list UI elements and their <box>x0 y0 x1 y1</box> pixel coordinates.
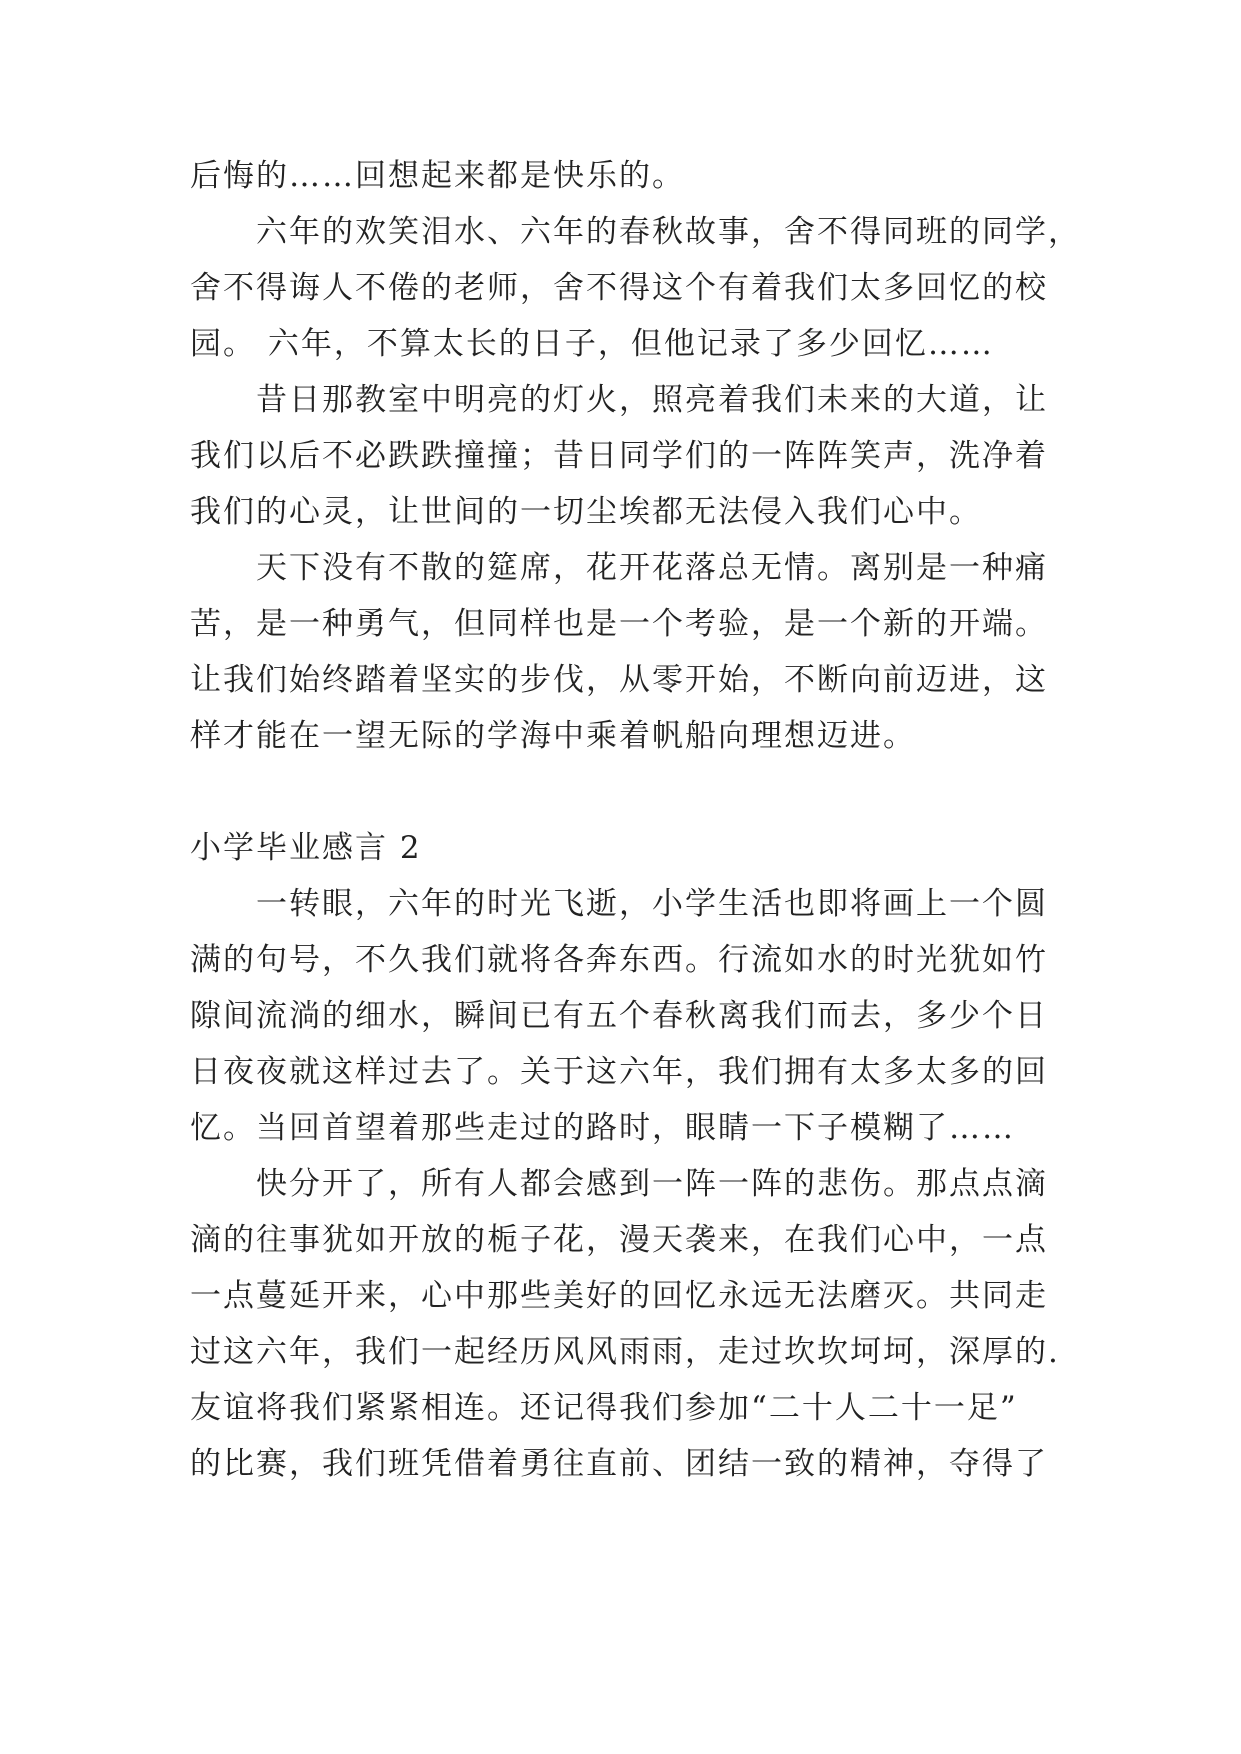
text-line: 满的句号，不久我们就将各奔东西。行流如水的时光犹如竹 <box>190 942 1048 978</box>
text-line: 昔日那教室中明亮的灯火，照亮着我们未来的大道，让 <box>256 382 1048 418</box>
text-line: 的比赛，我们班凭借着勇往直前、团结一致的精神，夺得了 <box>190 1446 1048 1482</box>
text-line: 后悔的……回想起来都是快乐的。 <box>190 158 685 194</box>
text-line: 快分开了，所有人都会感到一阵一阵的悲伤。那点点滴 <box>256 1166 1048 1202</box>
text-line: 天下没有不散的筵席，花开花落总无情。离别是一种痛 <box>256 550 1048 586</box>
text-line: 园。 六年，不算太长的日子，但他记录了多少回忆…… <box>190 326 994 362</box>
text-line: 忆。当回首望着那些走过的路时，眼睛一下子模糊了…… <box>190 1110 1015 1146</box>
text-line: 一点蔓延开来，心中那些美好的回忆永远无法磨灭。共同走 <box>190 1278 1048 1314</box>
text-line: 舍不得诲人不倦的老师，舍不得这个有着我们太多回忆的校 <box>190 270 1048 306</box>
text-line: 滴的往事犹如开放的栀子花，漫天袭来，在我们心中，一点 <box>190 1222 1048 1258</box>
text-line: 过这六年，我们一起经历风风雨雨，走过坎坎坷坷，深厚的. <box>190 1334 1060 1370</box>
text-line: 六年的欢笑泪水、六年的春秋故事，舍不得同班的同学， <box>256 214 1081 250</box>
text-line: 日夜夜就这样过去了。关于这六年，我们拥有太多太多的回 <box>190 1054 1048 1090</box>
text-line: 样才能在一望无际的学海中乘着帆船向理想迈进。 <box>190 718 916 754</box>
text-line: 我们的心灵，让世间的一切尘埃都无法侵入我们心中。 <box>190 494 982 530</box>
text-line: 让我们始终踏着坚实的步伐，从零开始，不断向前迈进，这 <box>190 662 1048 698</box>
document-body <box>190 148 1081 1492</box>
text-line: 苦，是一种勇气，但同样也是一个考验，是一个新的开端。 <box>190 606 1048 642</box>
text-line: 我们以后不必跌跌撞撞；昔日同学们的一阵阵笑声，洗净着 <box>190 438 1048 474</box>
text-line: 隙间流淌的细水，瞬间已有五个春秋离我们而去，多少个日 <box>190 998 1048 1034</box>
section-heading: 小学毕业感言 2 <box>190 830 422 866</box>
text-line: 一转眼，六年的时光飞逝，小学生活也即将画上一个圆 <box>256 886 1048 922</box>
text-line: 友谊将我们紧紧相连。还记得我们参加“二十人二十一足” <box>190 1390 1018 1426</box>
